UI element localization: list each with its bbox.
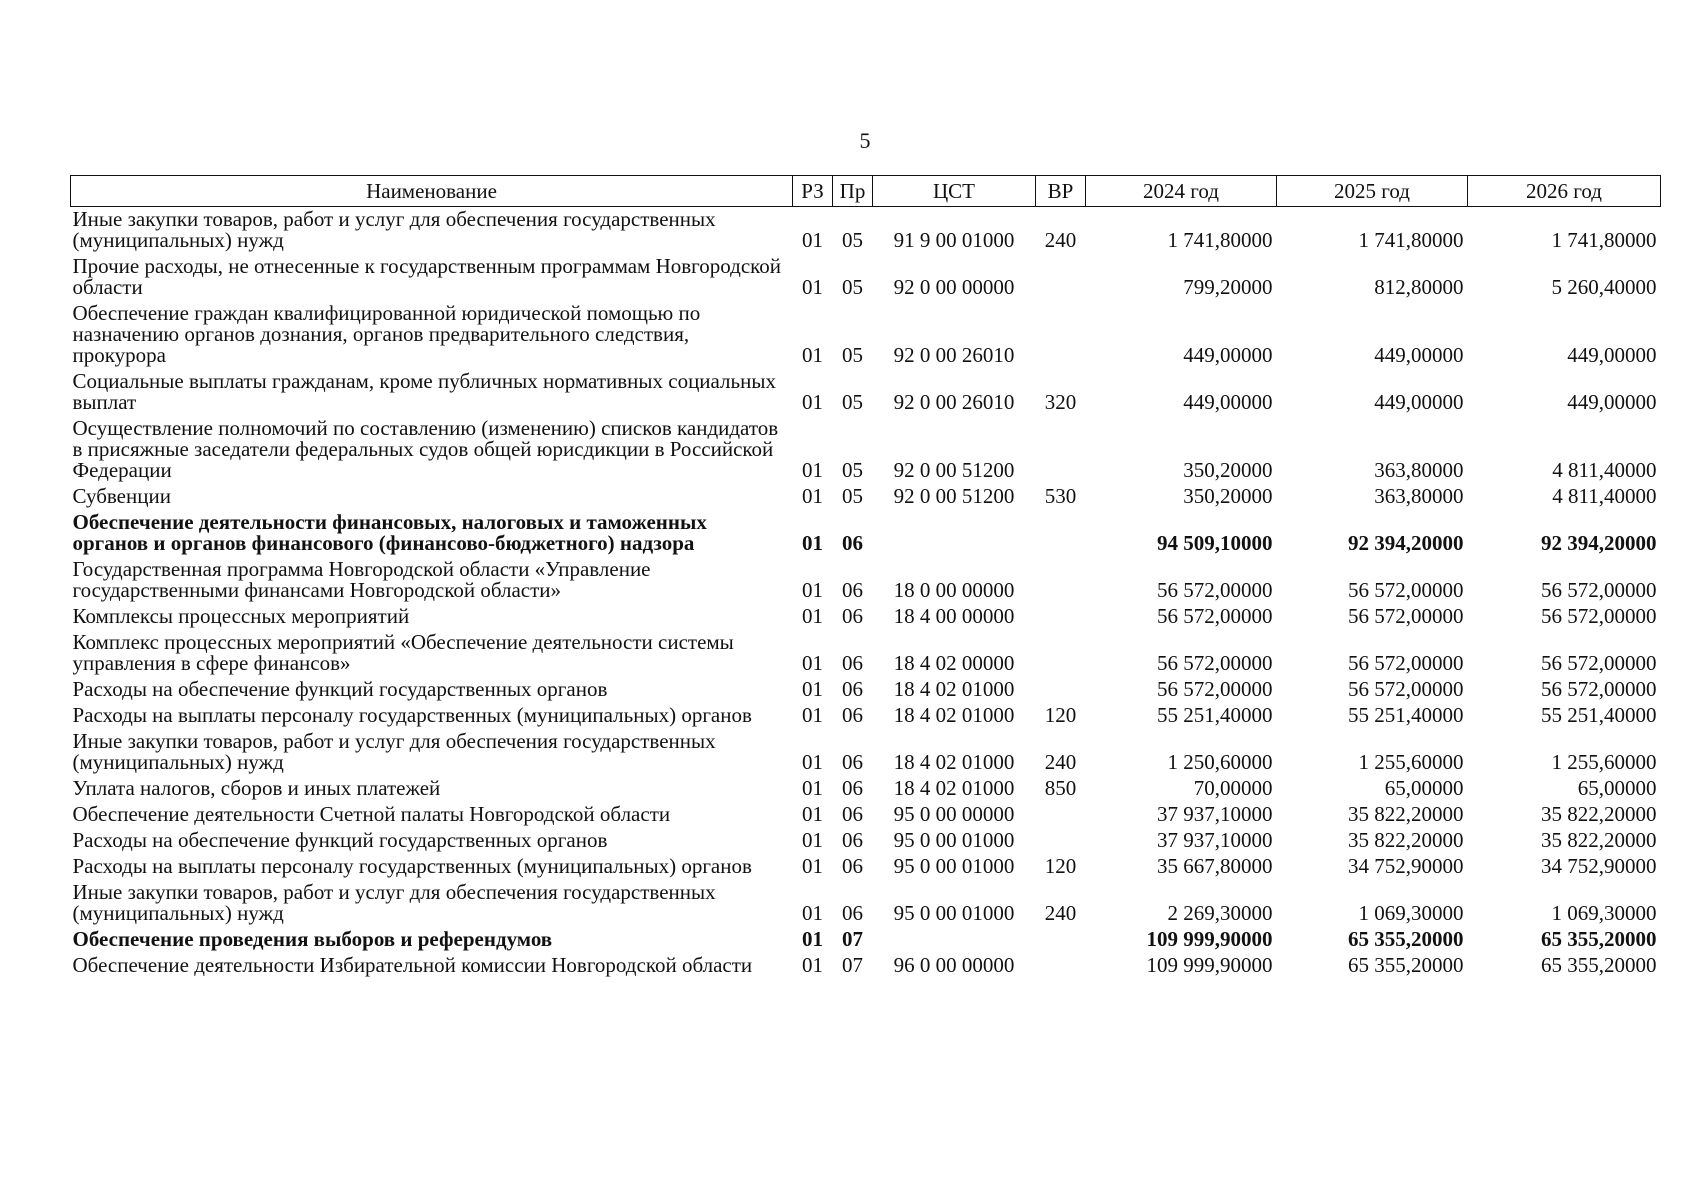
row-name: Расходы на выплаты персоналу государственных (муниципальных) органов <box>72 854 752 878</box>
table-row <box>71 703 1661 729</box>
row-rz: 01 <box>802 604 823 628</box>
row-name: Субвенции <box>72 484 171 508</box>
row-vr: 320 <box>1044 390 1077 414</box>
header-rz: РЗ <box>793 176 833 207</box>
row-vr <box>1036 510 1086 557</box>
row-vr <box>1036 416 1086 484</box>
row-rz: 01 <box>802 677 823 701</box>
table-row <box>71 729 1661 776</box>
row-name: Обеспечение деятельности финансовых, налоговых и таможенных органов и органов финансового (финансово-бюджетного) надзора <box>72 510 707 555</box>
row-cst <box>873 510 1036 557</box>
row-cst: 18 4 02 01000 <box>893 703 1015 727</box>
row-value-2026: 65 355,20000 <box>1541 927 1657 951</box>
table-row <box>71 854 1661 880</box>
row-cst: 95 0 00 01000 <box>893 901 1015 925</box>
row-rz: 01 <box>802 578 823 602</box>
row-value-2026: 5 260,40000 <box>1551 275 1657 299</box>
row-rz: 01 <box>802 802 823 826</box>
row-vr <box>1036 677 1086 703</box>
row-value-2024: 350,20000 <box>1183 458 1273 482</box>
row-vr <box>1036 828 1086 854</box>
row-vr: 120 <box>1044 854 1077 878</box>
row-value-2024: 449,00000 <box>1183 343 1273 367</box>
header-name: Наименование <box>71 176 793 207</box>
row-pr: 06 <box>842 776 863 800</box>
row-value-2026: 34 752,90000 <box>1541 854 1657 878</box>
table-row <box>71 510 1661 557</box>
row-vr <box>1036 301 1086 369</box>
row-value-2026: 4 811,40000 <box>1552 484 1657 508</box>
row-cst: 92 0 00 26010 <box>893 390 1015 414</box>
row-name: Комплексы процессных мероприятий <box>72 604 410 628</box>
row-pr: 05 <box>842 343 863 367</box>
row-name: Иные закупки товаров, работ и услуг для обеспечения государственных (муниципальных) нужд <box>72 729 716 774</box>
row-value-2026: 56 572,00000 <box>1541 677 1657 701</box>
row-value-2026: 1 741,80000 <box>1551 228 1657 252</box>
header-vr: ВР <box>1036 176 1086 207</box>
row-cst: 92 0 00 51200 <box>893 458 1015 482</box>
row-value-2026: 65 355,20000 <box>1541 953 1657 977</box>
row-value-2024: 109 999,90000 <box>1146 927 1273 951</box>
row-rz: 01 <box>802 651 823 675</box>
row-value-2025: 56 572,00000 <box>1348 604 1464 628</box>
table-body <box>71 207 1661 980</box>
row-value-2025: 65 355,20000 <box>1348 953 1464 977</box>
table-header <box>71 176 1661 207</box>
row-cst: 91 9 00 01000 <box>893 228 1015 252</box>
row-value-2024: 799,20000 <box>1183 275 1273 299</box>
row-name: Прочие расходы, не отнесенные к государственным программам Новгородской области <box>72 254 782 299</box>
row-value-2026: 65,00000 <box>1577 776 1657 800</box>
row-cst: 96 0 00 00000 <box>893 953 1015 977</box>
row-pr: 06 <box>842 578 863 602</box>
row-pr: 06 <box>842 828 863 852</box>
row-value-2024: 37 937,10000 <box>1157 802 1273 826</box>
row-rz: 01 <box>802 776 823 800</box>
row-name: Иные закупки товаров, работ и услуг для обеспечения государственных (муниципальных) нужд <box>72 880 716 925</box>
row-vr: 240 <box>1044 901 1077 925</box>
table-row <box>71 927 1661 953</box>
row-value-2024: 350,20000 <box>1183 484 1273 508</box>
header-pr: Пр <box>833 176 873 207</box>
row-cst <box>873 927 1036 953</box>
row-cst: 18 4 02 01000 <box>893 677 1015 701</box>
row-rz: 01 <box>802 828 823 852</box>
row-value-2024: 449,00000 <box>1183 390 1273 414</box>
row-cst: 95 0 00 01000 <box>893 854 1015 878</box>
row-pr: 06 <box>842 802 863 826</box>
row-value-2025: 812,80000 <box>1374 275 1464 299</box>
row-rz: 01 <box>802 531 823 555</box>
row-name: Иные закупки товаров, работ и услуг для обеспечения государственных (муниципальных) нужд <box>72 207 716 252</box>
row-value-2025: 1 255,60000 <box>1358 750 1464 774</box>
row-pr: 06 <box>842 531 863 555</box>
table-row <box>71 254 1661 301</box>
row-vr: 850 <box>1044 776 1077 800</box>
header-2026: 2026 год <box>1468 176 1661 207</box>
row-cst: 18 4 02 01000 <box>893 750 1015 774</box>
row-value-2025: 56 572,00000 <box>1348 677 1464 701</box>
row-cst: 18 4 02 00000 <box>893 651 1015 675</box>
row-value-2025: 65,00000 <box>1384 776 1464 800</box>
row-vr: 120 <box>1044 703 1077 727</box>
row-value-2024: 56 572,00000 <box>1157 604 1273 628</box>
row-name: Социальные выплаты гражданам, кроме публичных нормативных социальных выплат <box>72 369 776 414</box>
row-rz: 01 <box>802 458 823 482</box>
table-row <box>71 207 1661 255</box>
row-value-2026: 4 811,40000 <box>1552 458 1657 482</box>
table-row <box>71 802 1661 828</box>
row-value-2025: 34 752,90000 <box>1348 854 1464 878</box>
row-name: Государственная программа Новгородской области «Управление государственными финансами Новгородской области» <box>72 557 651 602</box>
row-rz: 01 <box>802 390 823 414</box>
row-rz: 01 <box>802 703 823 727</box>
row-value-2024: 56 572,00000 <box>1157 651 1273 675</box>
row-pr: 05 <box>842 458 863 482</box>
row-name: Обеспечение проведения выборов и референдумов <box>72 927 553 951</box>
row-value-2024: 37 937,10000 <box>1157 828 1273 852</box>
row-rz: 01 <box>802 343 823 367</box>
row-value-2026: 449,00000 <box>1567 343 1657 367</box>
header-cst: ЦСТ <box>873 176 1036 207</box>
row-value-2026: 35 822,20000 <box>1541 802 1657 826</box>
row-value-2025: 1 069,30000 <box>1358 901 1464 925</box>
row-value-2024: 35 667,80000 <box>1157 854 1273 878</box>
row-value-2025: 1 741,80000 <box>1358 228 1464 252</box>
row-value-2025: 56 572,00000 <box>1348 651 1464 675</box>
row-pr: 05 <box>842 228 863 252</box>
row-value-2025: 35 822,20000 <box>1348 802 1464 826</box>
row-value-2025: 363,80000 <box>1374 484 1464 508</box>
table-row <box>71 677 1661 703</box>
row-vr <box>1036 557 1086 604</box>
row-value-2026: 55 251,40000 <box>1541 703 1657 727</box>
row-value-2024: 55 251,40000 <box>1157 703 1273 727</box>
row-value-2025: 55 251,40000 <box>1348 703 1464 727</box>
row-pr: 07 <box>842 927 863 951</box>
row-rz: 01 <box>802 854 823 878</box>
row-pr: 06 <box>842 604 863 628</box>
row-vr <box>1036 953 1086 979</box>
table-row <box>71 828 1661 854</box>
row-name: Обеспечение граждан квалифицированной юридической помощью по назначению органов дознания, органов предварительного следствия, прокурора <box>72 301 701 367</box>
row-value-2026: 56 572,00000 <box>1541 604 1657 628</box>
row-pr: 05 <box>842 275 863 299</box>
row-value-2024: 2 269,30000 <box>1167 901 1273 925</box>
row-rz: 01 <box>802 275 823 299</box>
row-value-2025: 35 822,20000 <box>1348 828 1464 852</box>
row-value-2026: 35 822,20000 <box>1541 828 1657 852</box>
row-vr: 240 <box>1044 750 1077 774</box>
row-value-2024: 1 741,80000 <box>1167 228 1273 252</box>
table-row <box>71 416 1661 484</box>
row-value-2024: 1 250,60000 <box>1167 750 1273 774</box>
row-value-2026: 1 255,60000 <box>1551 750 1657 774</box>
row-value-2024: 56 572,00000 <box>1157 677 1273 701</box>
table-row <box>71 557 1661 604</box>
row-rz: 01 <box>802 901 823 925</box>
row-rz: 01 <box>802 228 823 252</box>
row-pr: 06 <box>842 703 863 727</box>
row-value-2026: 92 394,20000 <box>1541 531 1657 555</box>
row-value-2025: 449,00000 <box>1374 390 1464 414</box>
row-value-2024: 70,00000 <box>1193 776 1273 800</box>
row-pr: 05 <box>842 390 863 414</box>
row-cst: 18 0 00 00000 <box>893 578 1015 602</box>
table-row <box>71 630 1661 677</box>
row-cst: 18 4 02 01000 <box>893 776 1015 800</box>
row-pr: 06 <box>842 750 863 774</box>
row-value-2024: 109 999,90000 <box>1146 953 1273 977</box>
header-row <box>71 176 1661 207</box>
table-row <box>71 953 1661 979</box>
row-pr: 06 <box>842 901 863 925</box>
row-cst: 18 4 00 00000 <box>893 604 1015 628</box>
row-name: Обеспечение деятельности Счетной палаты Новгородской области <box>72 802 671 826</box>
budget-table-container <box>70 175 1660 979</box>
row-vr <box>1036 604 1086 630</box>
row-cst: 95 0 00 01000 <box>893 828 1015 852</box>
table-row <box>71 604 1661 630</box>
row-vr: 240 <box>1044 228 1077 252</box>
table-row <box>71 484 1661 510</box>
row-pr: 07 <box>842 953 863 977</box>
row-name: Обеспечение деятельности Избирательной комиссии Новгородской области <box>72 953 753 977</box>
row-rz: 01 <box>802 927 823 951</box>
table-row <box>71 301 1661 369</box>
row-name: Расходы на выплаты персоналу государственных (муниципальных) органов <box>72 703 752 727</box>
row-value-2025: 92 394,20000 <box>1348 531 1464 555</box>
row-rz: 01 <box>802 953 823 977</box>
row-value-2025: 65 355,20000 <box>1348 927 1464 951</box>
row-vr <box>1036 802 1086 828</box>
row-cst: 95 0 00 00000 <box>893 802 1015 826</box>
row-pr: 05 <box>842 484 863 508</box>
row-pr: 06 <box>842 651 863 675</box>
row-value-2024: 56 572,00000 <box>1157 578 1273 602</box>
row-vr <box>1036 254 1086 301</box>
table-row <box>71 880 1661 927</box>
row-value-2025: 449,00000 <box>1374 343 1464 367</box>
row-pr: 06 <box>842 854 863 878</box>
header-2024: 2024 год <box>1086 176 1277 207</box>
row-value-2026: 56 572,00000 <box>1541 578 1657 602</box>
row-name: Осуществление полномочий по составлению (изменению) списков кандидатов в присяжные заседатели федеральных судов общей юрисдикции в Российской Федерации <box>72 416 779 482</box>
row-rz: 01 <box>802 484 823 508</box>
row-vr <box>1036 927 1086 953</box>
row-pr: 06 <box>842 677 863 701</box>
row-name: Расходы на обеспечение функций государственных органов <box>72 828 608 852</box>
row-cst: 92 0 00 26010 <box>893 343 1015 367</box>
budget-table <box>70 175 1661 979</box>
row-value-2026: 1 069,30000 <box>1551 901 1657 925</box>
table-row <box>71 776 1661 802</box>
table-row <box>71 369 1661 416</box>
row-value-2026: 56 572,00000 <box>1541 651 1657 675</box>
row-rz: 01 <box>802 750 823 774</box>
row-value-2024: 94 509,10000 <box>1157 531 1273 555</box>
row-value-2025: 363,80000 <box>1374 458 1464 482</box>
header-2025: 2025 год <box>1277 176 1468 207</box>
row-value-2026: 449,00000 <box>1567 390 1657 414</box>
row-name: Расходы на обеспечение функций государственных органов <box>72 677 608 701</box>
row-vr <box>1036 630 1086 677</box>
row-cst: 92 0 00 00000 <box>893 275 1015 299</box>
row-cst: 92 0 00 51200 <box>893 484 1015 508</box>
row-name: Комплекс процессных мероприятий «Обеспечение деятельности системы управления в сфере финансов» <box>72 630 734 675</box>
row-value-2025: 56 572,00000 <box>1348 578 1464 602</box>
row-name: Уплата налогов, сборов и иных платежей <box>72 776 441 800</box>
row-vr: 530 <box>1044 484 1077 508</box>
page-number: 5 <box>859 128 871 153</box>
